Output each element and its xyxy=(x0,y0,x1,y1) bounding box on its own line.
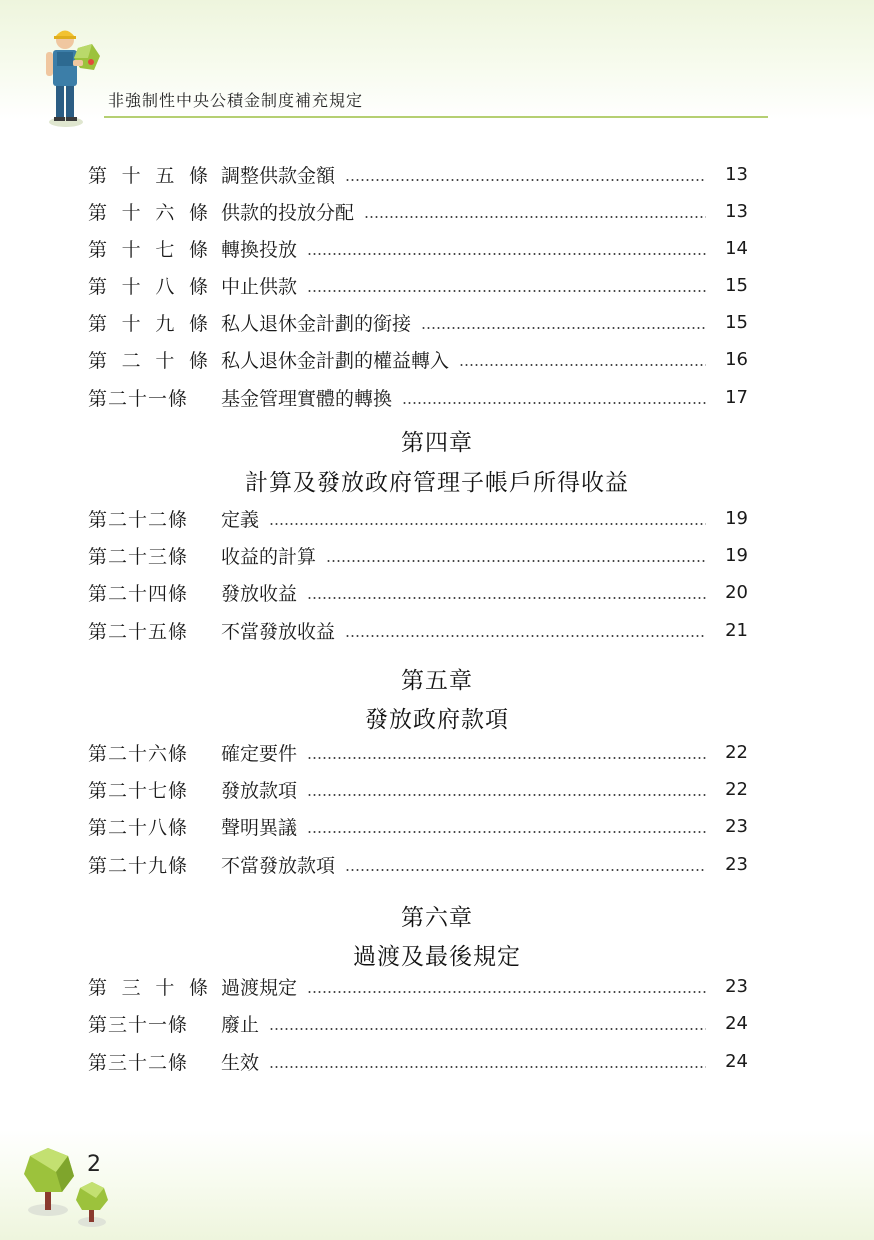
dot-leader xyxy=(307,597,706,599)
page-reference: 13 xyxy=(725,163,748,185)
article-title: 不當發放款項 xyxy=(221,854,336,877)
article-number: 第二十八條 xyxy=(88,816,189,839)
article-number: 第三十二條 xyxy=(88,1051,189,1074)
page-reference: 13 xyxy=(725,200,748,222)
dot-leader xyxy=(307,991,706,993)
article-title: 調整供款金額 xyxy=(221,164,336,187)
dot-leader xyxy=(269,523,706,525)
toc-entry-article-26[interactable] xyxy=(88,737,748,767)
toc-entry-article-15[interactable] xyxy=(88,159,748,189)
article-title: 發放款項 xyxy=(221,779,298,802)
article-number: 第二十四條 xyxy=(88,582,189,605)
article-number: 第二十七條 xyxy=(88,779,189,802)
page-reference: 24 xyxy=(725,1012,748,1034)
article-number: 第二十九條 xyxy=(88,854,189,877)
toc-entry-article-31[interactable] xyxy=(88,1008,748,1038)
page-reference: 14 xyxy=(725,237,748,259)
page-reference: 15 xyxy=(725,311,748,333)
toc-entry-article-17[interactable] xyxy=(88,233,748,263)
page-reference: 19 xyxy=(725,507,748,529)
article-number: 第 三 十 條 xyxy=(88,976,208,999)
toc-entry-article-32[interactable] xyxy=(88,1046,748,1076)
dot-leader xyxy=(345,869,706,871)
page-reference: 22 xyxy=(725,778,748,800)
toc-entry-article-27[interactable] xyxy=(88,774,748,804)
article-number: 第 十 五 條 xyxy=(88,164,208,187)
article-title: 廢止 xyxy=(221,1013,260,1036)
dot-leader xyxy=(269,1028,706,1030)
article-number: 第 十 六 條 xyxy=(88,201,208,224)
page-reference: 23 xyxy=(725,853,748,875)
article-title: 轉換投放 xyxy=(221,238,298,261)
toc-entry-article-24[interactable] xyxy=(88,577,748,607)
article-title: 中止供款 xyxy=(221,275,298,298)
page-reference: 16 xyxy=(725,348,748,370)
toc-entry-article-20[interactable] xyxy=(88,344,748,374)
article-number: 第二十五條 xyxy=(88,620,189,643)
article-number: 第二十六條 xyxy=(88,742,189,765)
page-reference: 23 xyxy=(725,815,748,837)
toc-entry-article-21[interactable] xyxy=(88,382,748,412)
article-title: 確定要件 xyxy=(221,742,298,765)
dot-leader xyxy=(459,364,706,366)
article-number: 第 十 九 條 xyxy=(88,312,208,335)
dot-leader xyxy=(307,253,706,255)
chapter-heading: 第六章 xyxy=(401,905,473,931)
article-title: 基金管理實體的轉換 xyxy=(221,387,393,410)
page-number: 2 xyxy=(87,1152,101,1177)
page-reference: 21 xyxy=(725,619,748,641)
article-number: 第三十一條 xyxy=(88,1013,189,1036)
article-number: 第 十 八 條 xyxy=(88,275,208,298)
dot-leader xyxy=(402,402,706,404)
chapter-title: 發放政府款項 xyxy=(365,707,509,733)
article-title: 過渡規定 xyxy=(221,976,298,999)
dot-leader xyxy=(307,757,706,759)
toc-entry-article-30[interactable] xyxy=(88,971,748,1001)
dot-leader xyxy=(421,327,706,329)
page-reference: 17 xyxy=(725,386,748,408)
dot-leader xyxy=(345,179,706,181)
article-number: 第二十三條 xyxy=(88,545,189,568)
construction-worker-illustration xyxy=(44,22,104,130)
header-divider xyxy=(104,116,768,118)
page-reference: 22 xyxy=(725,741,748,763)
toc-entry-article-29[interactable] xyxy=(88,849,748,879)
chapter-heading: 第五章 xyxy=(401,668,473,694)
toc-entry-article-19[interactable] xyxy=(88,307,748,337)
article-title: 私人退休金計劃的權益轉入 xyxy=(221,349,450,372)
dot-leader xyxy=(364,216,706,218)
article-title: 生效 xyxy=(221,1051,260,1074)
toc-entry-article-22[interactable] xyxy=(88,503,748,533)
dot-leader xyxy=(326,560,706,562)
dot-leader xyxy=(307,794,706,796)
toc-entry-article-28[interactable] xyxy=(88,811,748,841)
footer-background xyxy=(0,1130,874,1240)
page-reference: 24 xyxy=(725,1050,748,1072)
article-number: 第二十二條 xyxy=(88,508,189,531)
article-number: 第 十 七 條 xyxy=(88,238,208,261)
article-title: 收益的計算 xyxy=(221,545,317,568)
chapter-heading: 第四章 xyxy=(401,430,473,456)
dot-leader xyxy=(307,290,706,292)
page-reference: 23 xyxy=(725,975,748,997)
toc-entry-article-16[interactable] xyxy=(88,196,748,226)
document-header-title: 非強制性中央公積金制度補充規定 xyxy=(108,91,364,110)
article-title: 不當發放收益 xyxy=(221,620,336,643)
page-reference: 15 xyxy=(725,274,748,296)
article-title: 私人退休金計劃的銜接 xyxy=(221,312,412,335)
toc-entry-article-18[interactable] xyxy=(88,270,748,300)
page-reference: 20 xyxy=(725,581,748,603)
toc-entry-article-23[interactable] xyxy=(88,540,748,570)
article-number: 第 二 十 條 xyxy=(88,349,208,372)
dot-leader xyxy=(269,1066,706,1068)
dot-leader xyxy=(345,635,706,637)
article-title: 聲明異議 xyxy=(221,816,298,839)
chapter-title: 計算及發放政府管理子帳戶所得收益 xyxy=(245,470,629,496)
tree-illustration xyxy=(20,1142,116,1232)
dot-leader xyxy=(307,831,706,833)
article-title: 供款的投放分配 xyxy=(221,201,355,224)
toc-entry-article-25[interactable] xyxy=(88,615,748,645)
article-title: 定義 xyxy=(221,508,260,531)
chapter-title: 過渡及最後規定 xyxy=(353,944,521,970)
article-title: 發放收益 xyxy=(221,582,298,605)
page-reference: 19 xyxy=(725,544,748,566)
article-number: 第二十一條 xyxy=(88,387,189,410)
